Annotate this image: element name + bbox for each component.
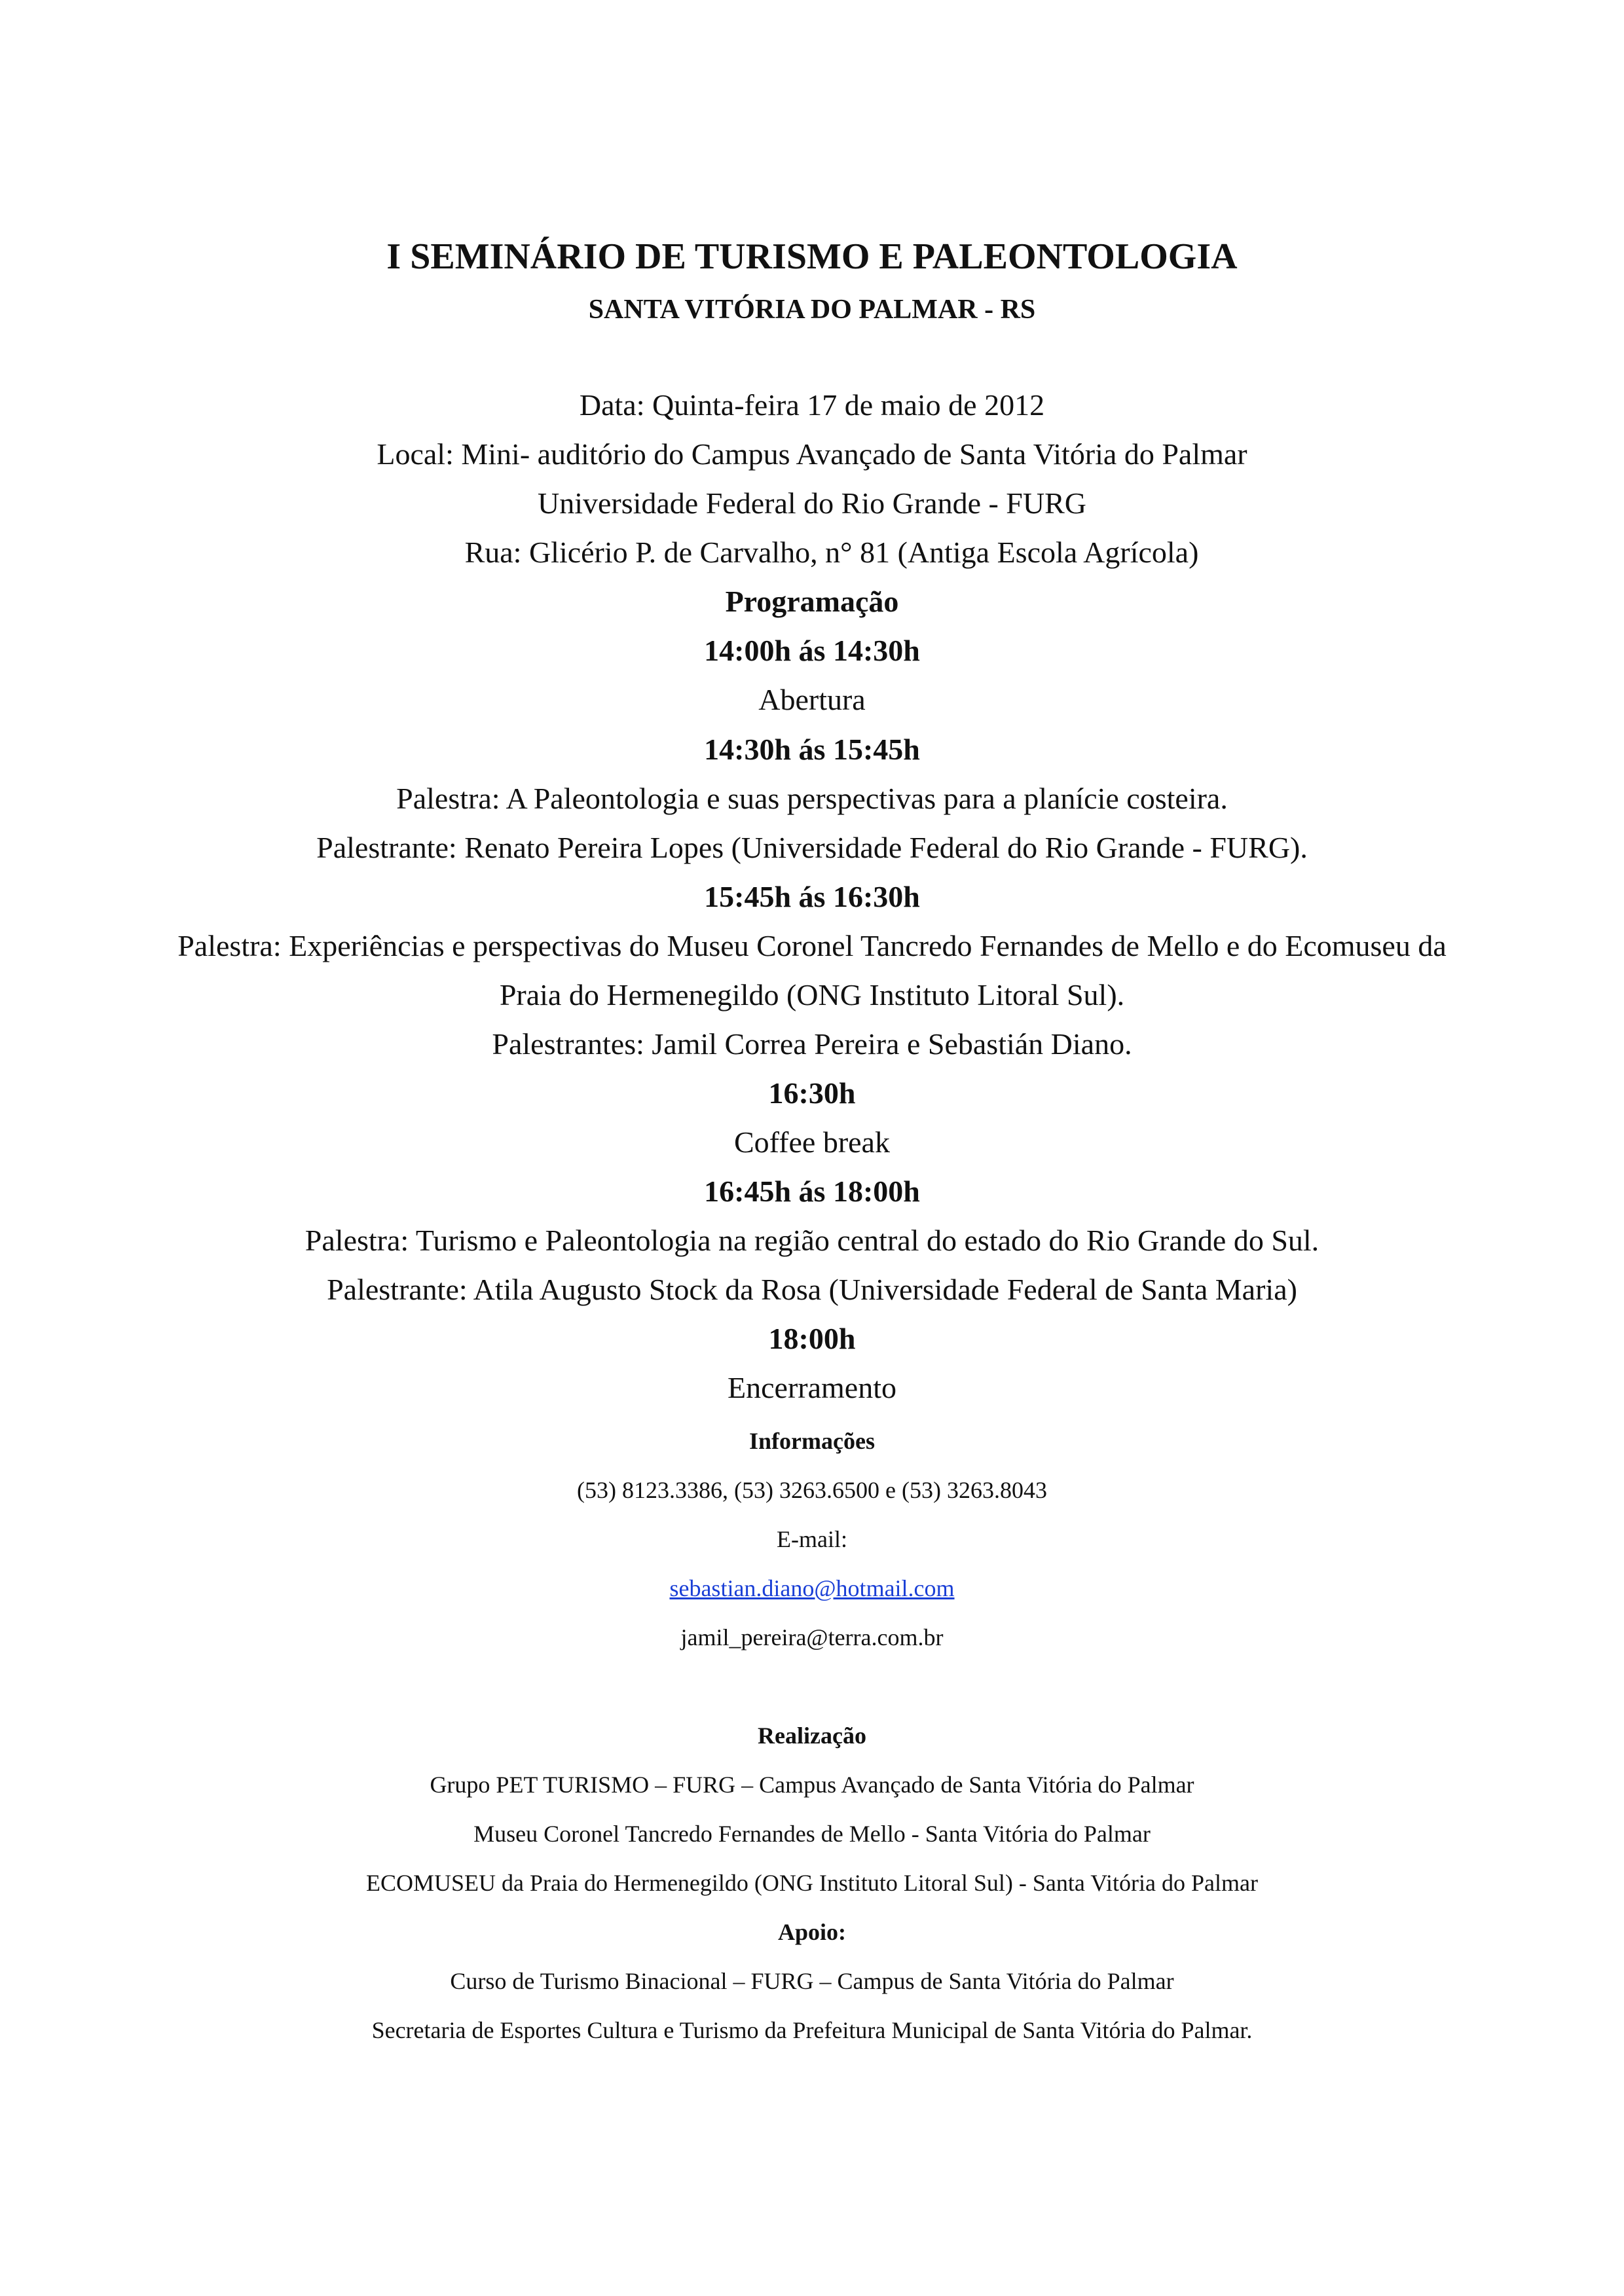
session-1-description: Abertura <box>758 683 866 716</box>
session-2-talk: Palestra: A Paleontologia e suas perspectivas para a planície costeira. <box>396 782 1228 815</box>
session-4-description: Coffee break <box>734 1125 890 1159</box>
session-5-time: 16:45h ás 18:00h <box>704 1175 920 1208</box>
document-subtitle: SANTA VITÓRIA DO PALMAR - RS <box>588 295 1036 325</box>
info-email-row-1 <box>0 1576 1624 1600</box>
organization-heading: Realização <box>758 1722 866 1749</box>
session-1-time: 14:00h ás 14:30h <box>704 634 920 667</box>
info-email-label: E-mail: <box>777 1526 847 1552</box>
session-3-talk-line-2: Praia do Hermenegildo (ONG Instituto Litoral Sul). <box>499 978 1125 1011</box>
info-heading: Informações <box>749 1428 875 1454</box>
session-5-speaker: Palestrante: Atila Augusto Stock da Rosa (Universidade Federal de Santa Maria) <box>327 1273 1297 1306</box>
session-6-time: 18:00h <box>768 1322 856 1355</box>
session-4-time: 16:30h <box>768 1076 856 1110</box>
support-item-1: Curso de Turismo Binacional – FURG – Campus de Santa Vitória do Palmar <box>450 1968 1174 1994</box>
document-title: I SEMINÁRIO DE TURISMO E PALEONTOLOGIA <box>386 236 1238 277</box>
event-location: Local: Mini- auditório do Campus Avançado de Santa Vitória do Palmar <box>377 437 1247 471</box>
program-heading: Programação <box>725 585 899 618</box>
info-phones: (53) 8123.3386, (53) 3263.6500 e (53) 3263.8043 <box>577 1477 1047 1503</box>
organization-item-3: ECOMUSEU da Praia do Hermenegildo (ONG Instituto Litoral Sul) - Santa Vitória do Palmar <box>366 1870 1258 1896</box>
info-email-2: jamil_pereira@terra.com.br <box>680 1624 944 1650</box>
session-2-time: 14:30h ás 15:45h <box>704 733 920 766</box>
session-3-time: 15:45h ás 16:30h <box>704 880 920 913</box>
organization-item-1: Grupo PET TURISMO – FURG – Campus Avançado de Santa Vitória do Palmar <box>430 1772 1194 1798</box>
event-address: Rua: Glicério P. de Carvalho, n° 81 (Antiga Escola Agrícola) <box>464 536 1199 569</box>
session-3-talk-line-1: Palestra: Experiências e perspectivas do Museu Coronel Tancredo Fernandes de Mello e do Ecomuseu da <box>177 929 1447 962</box>
support-item-2: Secretaria de Esportes Cultura e Turismo da Prefeitura Municipal de Santa Vitória do Palmar. <box>371 2017 1253 2043</box>
session-3-speakers: Palestrantes: Jamil Correa Pereira e Sebastián Diano. <box>492 1027 1132 1061</box>
session-6-description: Encerramento <box>728 1371 896 1404</box>
email-link-sebastian[interactable]: sebastian.diano@hotmail.com <box>669 1575 955 1601</box>
session-5-talk: Palestra: Turismo e Paleontologia na região central do estado do Rio Grande do Sul. <box>304 1224 1320 1257</box>
organization-item-2: Museu Coronel Tancredo Fernandes de Mello - Santa Vitória do Palmar <box>473 1821 1151 1847</box>
event-university: Universidade Federal do Rio Grande - FURG <box>537 486 1087 520</box>
session-2-speaker: Palestrante: Renato Pereira Lopes (Universidade Federal do Rio Grande - FURG). <box>316 831 1308 864</box>
support-heading: Apoio: <box>777 1919 846 1945</box>
event-date: Data: Quinta-feira 17 de maio de 2012 <box>579 388 1045 422</box>
